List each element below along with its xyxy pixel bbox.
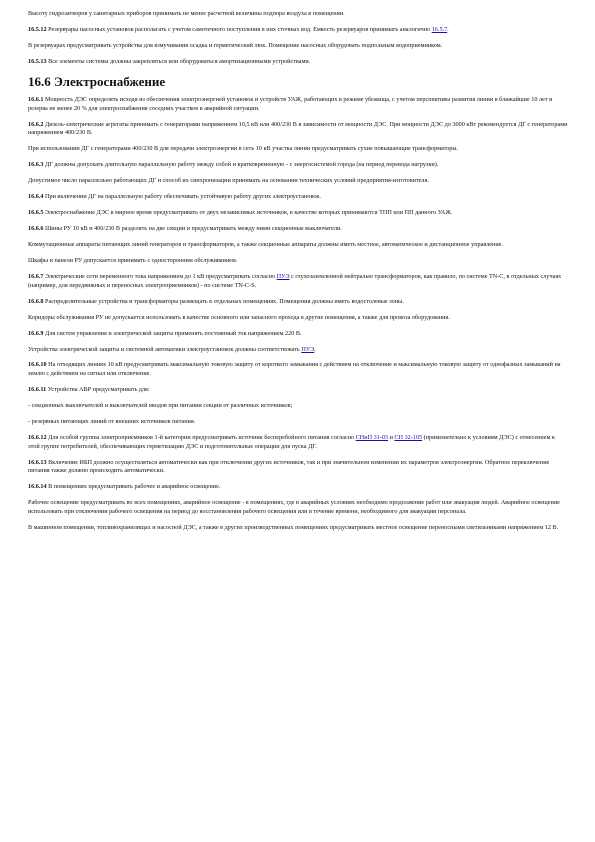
clause-number: 16.6.3 <box>28 161 44 169</box>
paragraph-text: Устройства АВР предусматривать для: <box>46 386 150 394</box>
reference-link[interactable]: 16.5.7 <box>431 25 448 33</box>
paragraph-text: и <box>388 434 395 442</box>
clause-number: 16.6.11 <box>28 386 47 394</box>
paragraph <box>28 145 568 154</box>
paragraph <box>28 386 568 395</box>
paragraph <box>28 402 568 411</box>
paragraph <box>28 483 568 492</box>
paragraph <box>28 499 568 516</box>
clause-number: 16.6.12 <box>28 434 47 442</box>
reference-link[interactable]: СНиП 31-03 <box>355 434 389 442</box>
paragraph-text: . <box>314 345 316 353</box>
clause-number: 16.6.7 <box>28 272 44 280</box>
paragraph-text: (применительно к условиям ДЭС) с отнесением к этой группе потребителей, обеспечивающих герметизацию ДЭС и подготовительные операции для пуска ДГ. <box>28 434 555 450</box>
clause-number: 16.6.1 <box>28 95 44 103</box>
paragraph <box>28 257 568 266</box>
reference-link[interactable]: ПУЭ <box>301 345 315 353</box>
paragraph-text: Коридоры обслуживания РУ не допускается использовать в качестве основного или запасного прохода в другие помещения, а также для провоза оборудования. <box>28 313 450 321</box>
clause-number: 16.6.6 <box>28 225 44 233</box>
paragraph-text: При включении ДГ на параллельную работу обеспечивать устойчивую работу других электроустановок. <box>43 193 321 201</box>
clause-number: 16.6.9 <box>28 329 44 337</box>
paragraph-text: - секционных выключателей и выключателей вводов при питании секции от различных источников; <box>28 402 293 410</box>
clause-number: 16.6.2 <box>28 120 44 128</box>
paragraph <box>28 241 568 250</box>
clause-number: 16.6.10 <box>28 361 47 369</box>
paragraph-text: Включение ИБП должно осуществляться автоматически как при отключении других источников, так и при значительном изменении их параметров электроэнергии. Обратное переключение питания также должно происходить автоматически. <box>28 458 550 475</box>
document-page <box>28 10 568 540</box>
paragraph-text: Рабочее освещение предусматривать во всех помещениях, аварийное освещение - в помещениях, где в аварийных условиях необходимо продолжение работ или эвакуация людей. Аварийное освещение использовать при отключении рабочего освещения на период до восстановления рабочего освещения или в течение времени, необходимого для эвакуации персонала. <box>28 499 560 515</box>
paragraph <box>28 26 568 35</box>
paragraph-text: Электроснабжение ДЭС в мирное время предусматривать от двух независимых источников, в качестве которых принимаются ТПП или ПП данного УАЖ. <box>43 209 453 217</box>
paragraph-text: В машинном помещении, топливохранилищах и насосной ДЭС, а также в других производственных помещениях предусматривать местное освещение переносными светильниками напряжением 12 В. <box>28 523 559 531</box>
paragraph-text: Для систем управления и электрической защиты применять постоянный ток напряжением 220 В. <box>43 329 302 337</box>
reference-link[interactable]: ПУЭ <box>276 272 290 280</box>
paragraph-text: Устройства электрической защиты и системной автоматики электроустановок должны соответствовать <box>28 345 302 353</box>
paragraph <box>28 96 568 113</box>
section-heading: 16.6 Электроснабжение <box>28 73 166 89</box>
paragraph-text: - резервных питающих линий от внешних источников питания. <box>28 418 196 426</box>
paragraph <box>28 273 568 290</box>
paragraph-text: Коммутационные аппараты питающих линий генераторов и трансформаторов, а также секционные аппараты должны иметь местное, автоматическое и дистанционное управление. <box>28 241 503 248</box>
paragraph-text: ДГ должны допускать длительную параллельную работу между собой и кратковременную - с энергосистемой города (на период перевода нагрузки). <box>43 161 439 169</box>
section-16-5-end <box>28 10 568 67</box>
clause-number: 16.6.8 <box>28 297 44 305</box>
clause-number: 16.6.4 <box>28 193 44 201</box>
paragraph-text: Шины РУ 10 кВ и 400/230 В разделять на две секции и предусматривать между ними секционные выключатели. <box>43 225 342 233</box>
paragraph <box>28 209 568 218</box>
paragraph <box>28 459 568 476</box>
paragraph <box>28 361 568 378</box>
clause-number: 16.5.12 <box>28 25 47 33</box>
paragraph-text: . <box>447 25 449 33</box>
clause-number: 16.6.5 <box>28 209 44 217</box>
clause-number: 16.5.13 <box>28 57 47 65</box>
paragraph <box>28 418 568 427</box>
paragraph-text: Дизель-электрические агрегаты принимать с генераторами напряжением 10,5 кВ или 400/230 В в зависимости от мощности ДЭС. При мощности ДЭС до 3000 кВт рекомендуется ДГ с генераторами напряжением 400/230 В. <box>28 120 568 137</box>
clause-number: 16.6.13 <box>28 458 47 466</box>
paragraph <box>28 177 568 186</box>
paragraph <box>28 314 568 323</box>
paragraph <box>28 161 568 170</box>
section-16-6-body <box>28 96 568 532</box>
paragraph <box>28 58 568 67</box>
paragraph <box>28 346 568 355</box>
paragraph <box>28 225 568 234</box>
clause-number: 16.6.14 <box>28 483 47 491</box>
paragraph-text: Высоту гидрозатворов у санитарных приборов принимать не менее расчетной величины подпора воздуха в помещении. <box>28 10 345 17</box>
paragraph <box>28 42 568 51</box>
paragraph-text: с глухозаземленной нейтралью трансформаторов, как правило, по системе TN-C, в отдельных случаях (например, для передвижных и переносных электроприемников) - по системе TN-C-S. <box>28 272 562 289</box>
reference-link[interactable]: СП 32-105 <box>394 434 423 442</box>
paragraph-text: При использовании ДГ с генераторами 400/230 В для передачи электроэнергии в сеть 10 кВ участка линии предусматривать сухие повышающие трансформаторы. <box>28 145 459 153</box>
paragraph-text: Резервуары насосных установок располагать с учетом самотечного поступления в них сточных вод. Емкость резервуаров принимать аналогично <box>46 25 432 33</box>
paragraph-text: Мощность ДЭС определять исходя из обеспечения электроэнергией установок и устройств УАЖ, работающих в режиме убежища, с учетом перспективы развития линии в ближайшие 10 лет и резерва не менее 20 % для электроснабжения соседних участков в аварийной ситуации. <box>28 95 553 112</box>
paragraph-text: На отходящих линиях 10 кВ предусматривать максимальную токовую защиту от короткого замыкания с действием на отключение и максимальную токовую защиту от однофазных замыканий на землю с действием на сигнал или отключение. <box>28 361 561 378</box>
paragraph <box>28 298 568 307</box>
paragraph-text: Допустимое число параллельно работающих ДГ и способ их синхронизации принимать на основании технических условий предприятия-изготовителя. <box>28 177 429 185</box>
paragraph <box>28 434 568 451</box>
paragraph-text: В помещениях предусматривать рабочее и аварийное освещение. <box>46 483 221 491</box>
paragraph-text: Распределительные устройства и трансформаторы размещать в отдельных помещениях. Помещения должны иметь водостолевые зоны. <box>43 297 404 305</box>
paragraph <box>28 524 568 533</box>
paragraph-text: Все элементы системы должны закрепляться или оборудоваться амортизационными устройствами. <box>46 57 311 65</box>
paragraph <box>28 121 568 138</box>
paragraph-text: В резервуарах предусматривать устройства для взмучивания осадка и герметический люк. Помещение насосных оборудовать подпольным водоприемником. <box>28 41 443 49</box>
paragraph <box>28 10 568 19</box>
paragraph-text: Электрические сети переменного тока напряжением до 1 кВ предусматривать согласно <box>43 272 277 280</box>
paragraph-text: Для особой группы электроприемников 1-й категории предусматривать источник бесперебойного питания согласно <box>46 434 356 442</box>
paragraph <box>28 330 568 339</box>
paragraph <box>28 193 568 202</box>
paragraph-text: Шкафы и панели РУ допускается принимать с односторонним обслуживанием. <box>28 256 238 264</box>
